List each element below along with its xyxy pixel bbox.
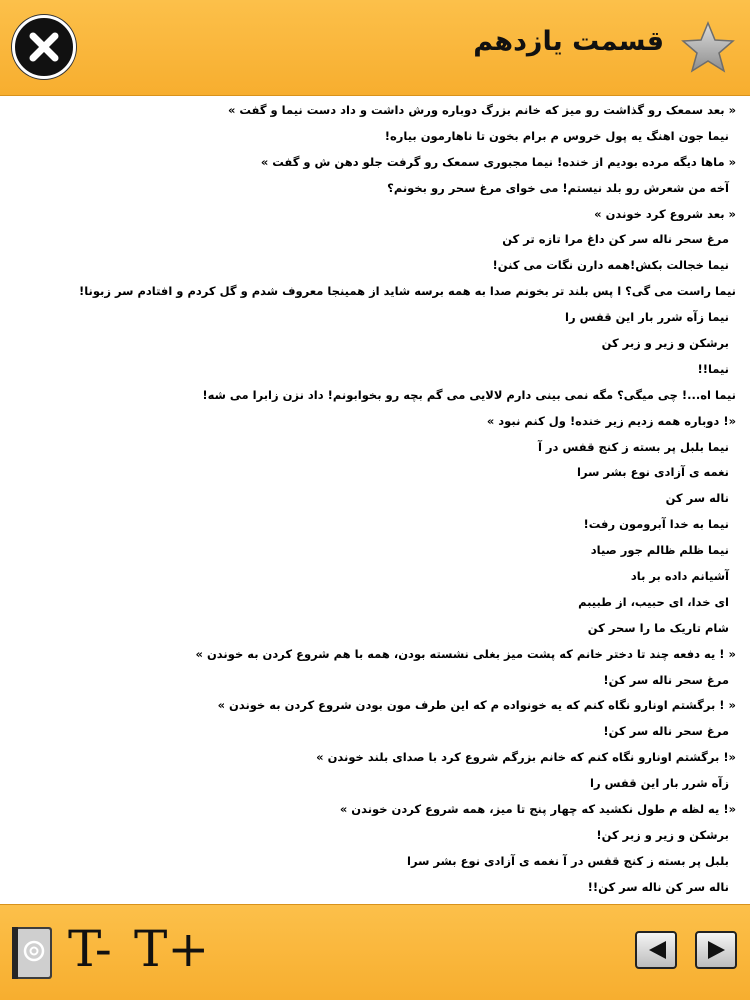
story-content[interactable] [0,96,750,904]
close-button[interactable] [12,15,76,79]
contents-button[interactable] [10,925,54,981]
story-line: آشیانم داده بر باد [630,569,729,584]
story-line: نغمه ی آزادی نوع بشر سرا [577,465,729,480]
story-line: نیما خجالت بکش!همه دارن نگات می کنن! [492,258,729,273]
story-line: شام تاریک ما را سحر کن [587,620,729,635]
story-line: نیما بلبل پر بسته ز کنج قفس در آ [537,439,729,454]
story-line: آخه من شعرش رو بلد نیستم! می خوای مرغ سحر رو بخونم؟ [387,180,729,195]
font-decrease-button[interactable]: T- [68,920,112,978]
favorite-button[interactable] [680,20,736,76]
story-line: بلبل پر بسته ز کنج قفس در آ نغمه ی آزادی نوع بشر سرا [407,853,729,868]
story-line: نیما جون اهنگ یه پول خروس م برام بخون تا ناهارمون بیاره! [384,128,729,143]
address-book-icon [10,925,54,981]
story-line: «! دوباره همه زدیم زیر خنده! ول کنم نبود » [486,413,736,428]
font-increase-button[interactable]: T+ [134,920,210,978]
story-line: « بعد سمعک رو گذاشت رو میز که خانم بزرگ دوباره ورش داشت و داد دست نیما و گفت » [227,103,736,117]
bottom-toolbar [0,904,750,1000]
page-title: قسمت یازدهم [473,26,664,57]
arrow-right-icon [706,939,728,961]
arrow-left-icon [646,939,668,961]
story-line: « بعد شروع کرد خوندن » [594,206,736,221]
story-line: برشکن و زیر و زبر کن! [596,827,729,842]
previous-page-button[interactable] [635,931,677,969]
story-line: ناله سر کن [665,491,729,506]
story-line: « ! برگشتم اونارو نگاه کنم که یه خونواده م که این طرف مون بودن شروع کردن به خوندن » [217,698,736,713]
story-line: ای خدا، ای حبیب، از طبیبم [578,594,729,609]
story-line: « ! یه دفعه چند تا دختر خانم که پشت میز بغلی نشسته بودن، همه با هم شروع کردن به خوندن » [195,646,736,661]
story-line: نیما راست می گی؟ ا پس بلند تر بخونم صدا به همه برسه شاید از همینجا معروف شدم و گل کردم و افتادم سر زبونا! [78,284,736,299]
story-line: برشکن و زیر و زبر کن [601,336,729,351]
story-line: مرغ سحر ناله سر کن! [603,724,729,739]
story-line: نیما ظلم ظالم جور صیاد [590,543,729,558]
top-toolbar [0,0,750,96]
story-line: نیما!! [697,361,729,376]
story-line: «! برگشتم اونارو نگاه کنم که خانم بزرگم شروع کرد با صدای بلند خوندن » [316,750,736,765]
story-line: نیما اه...! چی میگی؟ مگه نمی بینی دارم لالایی می گم بچه رو بخوابونم! داد نزن زابرا می شه! [202,387,736,402]
close-icon [24,27,64,67]
story-line: « ماها دیگه مرده بودیم از خنده! نیما مجبوری سمعک رو گرفت جلو دهن ش و گفت » [260,154,736,169]
story-line: «! یه لظه م طول نکشید که چهار پنج تا میز، همه شروع کردن خوندن » [339,802,736,817]
story-line: نیما به خدا آبرومون رفت! [583,517,729,532]
story-line: نیما زآه شرر بار این قفس را [565,310,729,325]
story-line: مرغ سحر ناله سر کن! [603,672,729,687]
story-line: زآه شرر بار این قفس را [590,776,729,791]
next-page-button[interactable] [695,931,737,969]
story-line: ناله سر کن ناله سر کن!! [587,879,729,894]
story-line: مرغ سحر ناله سر کن داغ مرا تازه تر کن [502,232,729,247]
star-icon [680,20,736,76]
